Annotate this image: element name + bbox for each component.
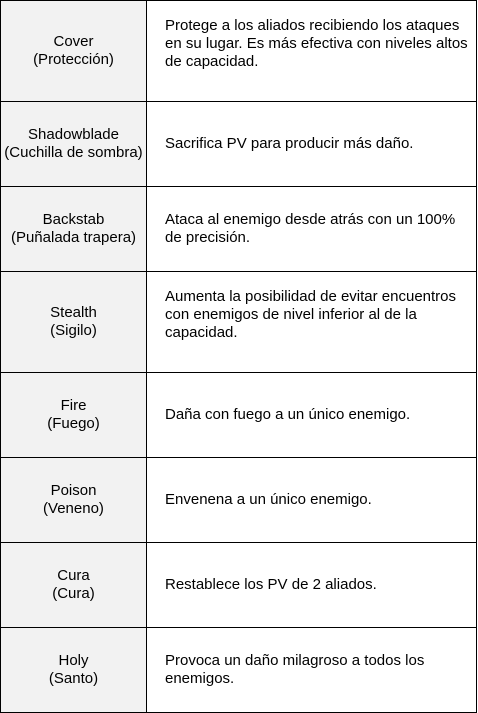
ability-name: Shadowblade [28, 126, 119, 143]
ability-name: Cura [57, 567, 90, 584]
ability-translation: (Cuchilla de sombra) [4, 144, 143, 161]
ability-description: Restablece los PV de 2 aliados. [147, 543, 477, 628]
ability-translation: (Santo) [48, 670, 99, 687]
table-row [1, 543, 477, 628]
ability-translation: (Veneno) [43, 500, 104, 517]
ability-name-cell [1, 373, 147, 458]
table-row [1, 458, 477, 543]
ability-description: Ataca al enemigo desde atrás con un 100% de precisión. [147, 187, 477, 272]
ability-name-cell [1, 628, 147, 713]
ability-description: Envenena a un único enemigo. [147, 458, 477, 543]
ability-translation: (Fuego) [47, 415, 100, 432]
ability-translation: (Puñalada trapera) [10, 229, 137, 246]
table-row [1, 102, 477, 187]
ability-description: Protege a los aliados recibiendo los ataques en su lugar. Es más efectiva con niveles altos de capacidad. [147, 1, 477, 102]
ability-name: Holy [58, 652, 89, 669]
ability-translation: (Protección) [33, 51, 114, 68]
table-row [1, 628, 477, 713]
ability-name: Stealth [50, 304, 97, 321]
ability-translation: (Cura) [52, 585, 95, 602]
ability-description: Daña con fuego a un único enemigo. [147, 373, 477, 458]
table-row [1, 1, 477, 102]
ability-description: Sacrifica PV para producir más daño. [147, 102, 477, 187]
ability-name-cell [1, 272, 147, 373]
ability-name: Fire [60, 397, 87, 414]
ability-name-cell [1, 102, 147, 187]
ability-description: Aumenta la posibilidad de evitar encuentros con enemigos de nivel inferior al de la capacidad. [147, 272, 477, 373]
ability-description: Provoca un daño milagroso a todos los enemigos. [147, 628, 477, 713]
table-row [1, 272, 477, 373]
ability-name-cell [1, 543, 147, 628]
ability-name-cell [1, 1, 147, 102]
table-row [1, 373, 477, 458]
ability-name: Poison [50, 482, 97, 499]
ability-name: Cover [53, 33, 94, 50]
table-row [1, 187, 477, 272]
ability-name: Backstab [42, 211, 105, 228]
ability-name-cell [1, 458, 147, 543]
ability-translation: (Sigilo) [50, 322, 97, 339]
ability-name-cell [1, 187, 147, 272]
